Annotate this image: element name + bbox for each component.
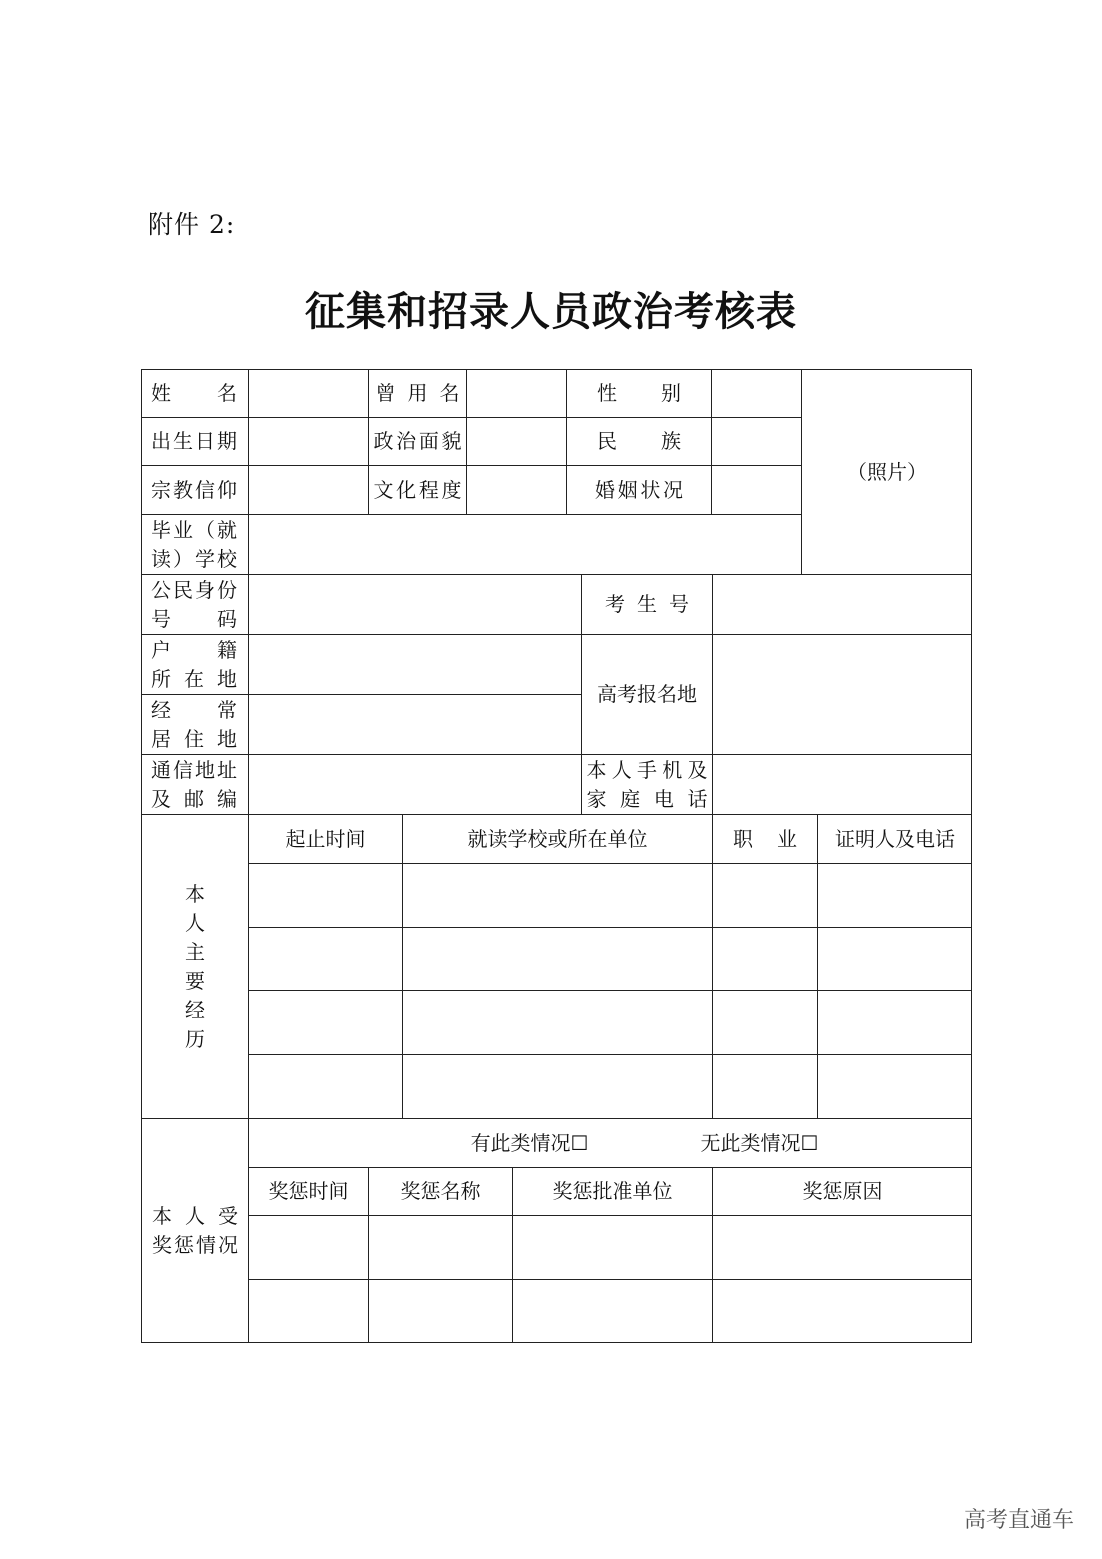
- rewards-options: [248, 1118, 972, 1167]
- field-ethnicity[interactable]: [711, 417, 801, 465]
- label-name: 姓 名: [141, 369, 248, 417]
- exp-row-4-occupation[interactable]: [712, 1054, 817, 1118]
- reward-row-1-approver[interactable]: [512, 1215, 712, 1279]
- label-exam-number: 考 生 号: [581, 574, 712, 634]
- field-education[interactable]: [466, 465, 566, 514]
- field-exam-place[interactable]: [712, 634, 972, 754]
- exp-row-1-witness[interactable]: [817, 863, 972, 927]
- exp-row-3-period[interactable]: [248, 990, 402, 1054]
- field-hukou[interactable]: [248, 634, 581, 694]
- reward-header-name: 奖惩名称: [368, 1167, 512, 1215]
- label-id-number: 公民身份 号 码: [141, 574, 248, 634]
- field-school[interactable]: [248, 514, 801, 574]
- exp-row-2-period[interactable]: [248, 927, 402, 990]
- label-phone: 本人手机及 家 庭 电 话: [581, 754, 712, 814]
- field-residence[interactable]: [248, 694, 581, 754]
- exp-row-3-occupation[interactable]: [712, 990, 817, 1054]
- exp-row-2-occupation[interactable]: [712, 927, 817, 990]
- reward-row-1-time[interactable]: [248, 1215, 368, 1279]
- label-political-status: 政治面貌: [368, 417, 466, 465]
- label-hukou: 户 籍 所 在 地: [141, 634, 248, 694]
- exp-header-period: 起止时间: [248, 814, 402, 863]
- exp-row-3-unit[interactable]: [402, 990, 712, 1054]
- option-no-record[interactable]: 无此类情况☐: [700, 1130, 819, 1155]
- field-birth-date[interactable]: [248, 417, 368, 465]
- field-religion[interactable]: [248, 465, 368, 514]
- reward-row-2-time[interactable]: [248, 1279, 368, 1343]
- field-phone[interactable]: [712, 754, 972, 814]
- exp-header-school-unit: 就读学校或所在单位: [402, 814, 712, 863]
- reward-row-1-name[interactable]: [368, 1215, 512, 1279]
- field-political-status[interactable]: [466, 417, 566, 465]
- label-residence: 经 常 居 住 地: [141, 694, 248, 754]
- field-marital-status[interactable]: [711, 465, 801, 514]
- reward-row-1-reason[interactable]: [712, 1215, 972, 1279]
- field-gender[interactable]: [711, 369, 801, 417]
- form-title: 征集和招录人员政治考核表: [305, 288, 797, 335]
- exp-row-3-witness[interactable]: [817, 990, 972, 1054]
- label-experience: 本 人 主 要 经 历: [141, 814, 248, 1118]
- reward-row-2-reason[interactable]: [712, 1279, 972, 1343]
- reward-row-2-name[interactable]: [368, 1279, 512, 1343]
- label-birth-date: 出生日期: [141, 417, 248, 465]
- label-school: 毕业（就 读）学校: [141, 514, 248, 574]
- label-education: 文化程度: [368, 465, 466, 514]
- reward-header-approver: 奖惩批准单位: [512, 1167, 712, 1215]
- photo-box[interactable]: [801, 369, 972, 574]
- exp-row-1-unit[interactable]: [402, 863, 712, 927]
- exp-row-4-witness[interactable]: [817, 1054, 972, 1118]
- label-gender: 性 别: [566, 369, 711, 417]
- political-review-form: [141, 369, 972, 1343]
- exp-row-1-period[interactable]: [248, 863, 402, 927]
- attachment-label: 附件 2:: [148, 210, 236, 239]
- reward-header-reason: 奖惩原因: [712, 1167, 972, 1215]
- reward-header-time: 奖惩时间: [248, 1167, 368, 1215]
- label-exam-place: 高考报名地: [581, 634, 712, 754]
- exp-row-4-unit[interactable]: [402, 1054, 712, 1118]
- field-name[interactable]: [248, 369, 368, 417]
- reward-row-2-approver[interactable]: [512, 1279, 712, 1343]
- exp-row-1-occupation[interactable]: [712, 863, 817, 927]
- label-ethnicity: 民 族: [566, 417, 711, 465]
- watermark: 高考直通车: [963, 1508, 1074, 1533]
- photo-placeholder: （照片）: [847, 459, 927, 484]
- exp-row-2-witness[interactable]: [817, 927, 972, 990]
- label-marital-status: 婚姻状况: [566, 465, 711, 514]
- field-former-name[interactable]: [466, 369, 566, 417]
- option-has-record[interactable]: 有此类情况☐: [470, 1130, 589, 1155]
- label-address: 通信地址 及 邮 编: [141, 754, 248, 814]
- field-address[interactable]: [248, 754, 581, 814]
- label-religion: 宗教信仰: [141, 465, 248, 514]
- field-exam-number[interactable]: [712, 574, 972, 634]
- exp-header-witness: 证明人及电话: [817, 814, 972, 863]
- exp-row-4-period[interactable]: [248, 1054, 402, 1118]
- exp-header-occupation: 职 业: [712, 814, 817, 863]
- exp-row-2-unit[interactable]: [402, 927, 712, 990]
- field-id-number[interactable]: [248, 574, 581, 634]
- label-rewards: 本 人 受 奖惩情况: [141, 1118, 248, 1343]
- label-former-name: 曾 用 名: [368, 369, 466, 417]
